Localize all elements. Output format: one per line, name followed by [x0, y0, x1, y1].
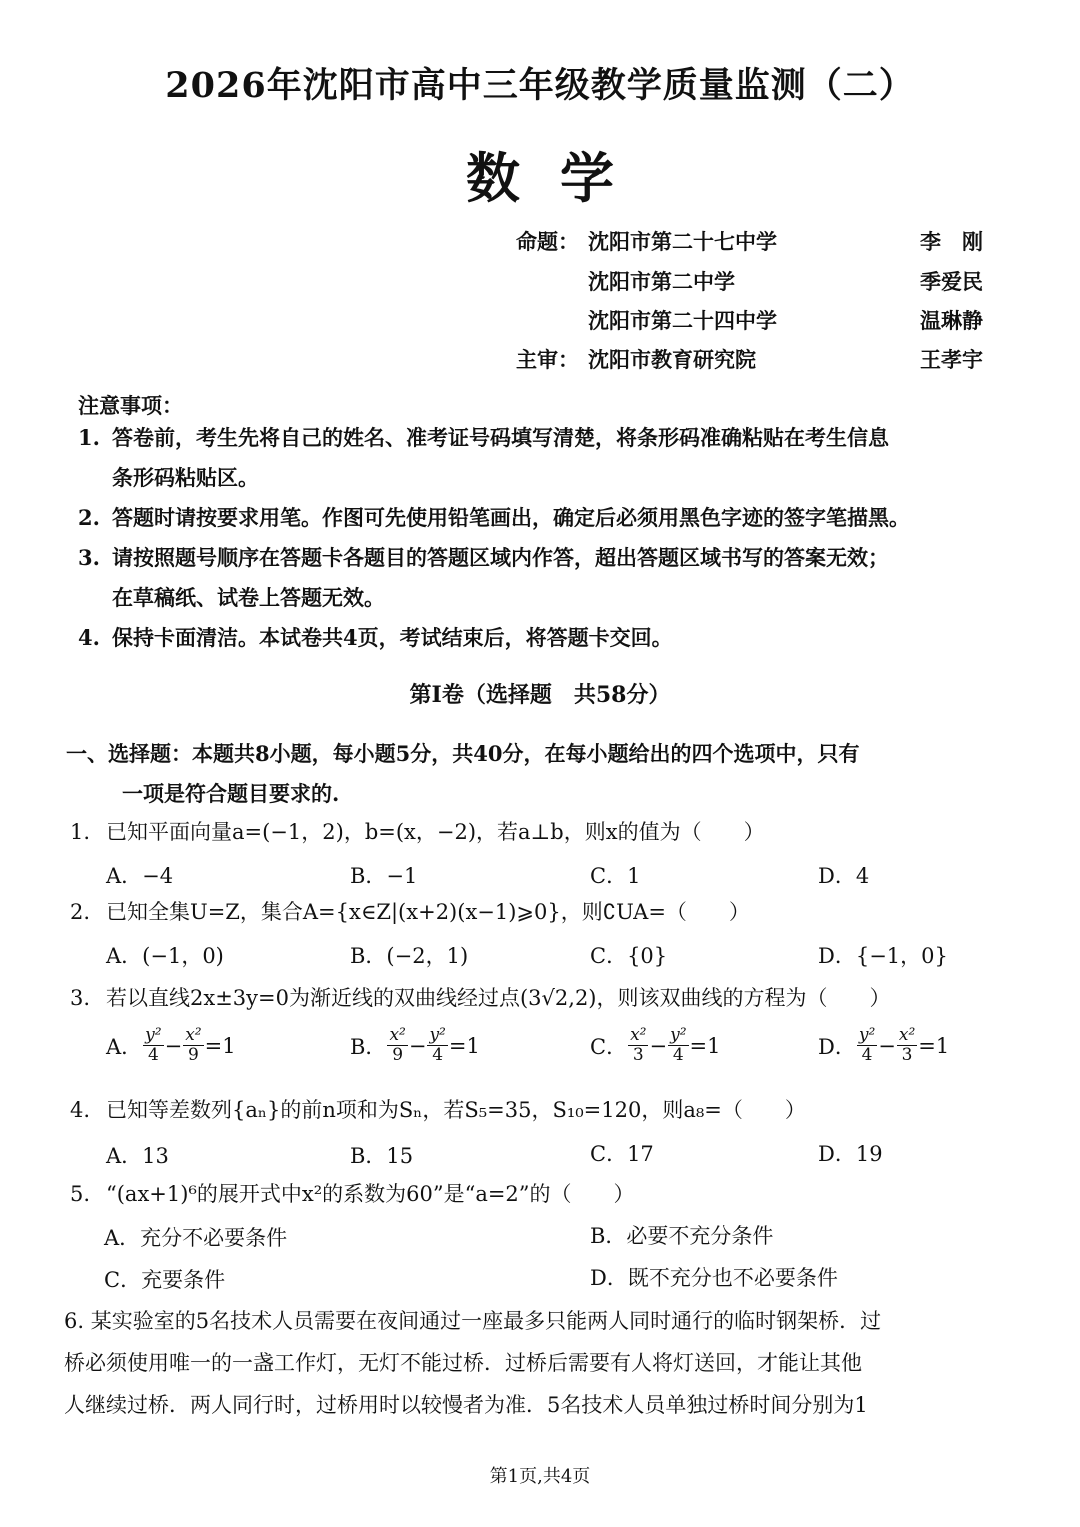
credit-person: 王孝宇: [920, 347, 983, 372]
question-stem: 桥必须使用唯一的一盏工作灯，无灯不能过桥．过桥后需要有人将灯送回，才能让其他: [64, 1351, 862, 1375]
credit-person: 李 刚: [920, 229, 983, 254]
question-stem: 已知全集U=Z，集合A={x∈Z|(x+2)(x−1)⩾0}，则∁UA=（ ）: [106, 900, 750, 924]
option-label: A．: [106, 1034, 143, 1059]
option-c[interactable]: C．17: [590, 1142, 654, 1166]
question-stem: 某实验室的5名技术人员需要在夜间通过一座最多只能两人同时通行的临时钢架桥．过: [90, 1309, 882, 1333]
fraction: $\frac{\text{y²}}{4}$: [145, 1025, 162, 1065]
option-b[interactable]: B．15: [350, 1144, 414, 1168]
fraction: $\frac{\text{x²}}{3}$: [898, 1025, 916, 1065]
notice-item: [78, 618, 1018, 658]
credit-org: 沈阳市第二中学: [588, 269, 735, 294]
proposer-label: 命题：: [516, 229, 579, 254]
option-d[interactable]: D．既不充分也不必要条件: [590, 1266, 838, 1290]
option-d[interactable]: D．19: [818, 1142, 883, 1166]
option-a[interactable]: A．充分不必要条件: [104, 1226, 288, 1250]
option-c[interactable]: C． $\frac{\text{x²}}{3}$ − $\frac{\text{y²}}{4}$ =1: [590, 1025, 721, 1065]
fraction: $\frac{\text{y²}}{4}$: [429, 1025, 446, 1065]
question-stem: 已知平面向量a=(−1，2)，b=(x，−2)，若a⊥b，则x的值为（ ）: [106, 820, 765, 844]
option-a[interactable]: A． $\frac{\text{y²}}{4}$ − $\frac{\text{x²}}{9}$ =1: [106, 1025, 236, 1065]
section-title: 第Ⅰ卷（选择题 共58分）: [409, 682, 671, 708]
option-a[interactable]: A．13: [106, 1144, 169, 1168]
part-instructions: [66, 734, 1016, 814]
page-footer: 第1页,共4页: [489, 1466, 591, 1487]
option-a[interactable]: A．−4: [106, 864, 174, 888]
credit-person: 季爱民: [920, 269, 983, 294]
question-number: 3.: [70, 986, 91, 1010]
fraction: $\frac{\text{y²}}{4}$: [670, 1025, 687, 1065]
notice-number: 1.: [78, 425, 100, 450]
notice-heading: 注意事项：: [78, 393, 183, 418]
option-b[interactable]: B．−1: [350, 864, 418, 888]
option-label: C．: [590, 1034, 628, 1059]
option-c[interactable]: C．{0}: [590, 944, 668, 968]
question-3: [70, 984, 1030, 1012]
option-b[interactable]: B．必要不充分条件: [590, 1224, 774, 1248]
credit-person: 温琳静: [920, 308, 983, 333]
option-label: B．: [350, 1034, 387, 1059]
credit-org: 沈阳市第二十七中学: [588, 229, 777, 254]
notice-text: 在草稿纸、试卷上答题无效。: [112, 585, 385, 610]
credit-org: 沈阳市教育研究院: [588, 347, 756, 372]
question-number: 5.: [70, 1182, 91, 1206]
notice-number: 4.: [78, 625, 100, 650]
option-d[interactable]: D．{−1，0}: [818, 944, 948, 968]
notice-number: 2.: [78, 505, 100, 530]
fraction: $\frac{\text{y²}}{4}$: [858, 1025, 876, 1065]
part-text: 一项是符合题目要求的.: [122, 781, 340, 806]
fraction: $\frac{\text{x²}}{3}$: [630, 1025, 647, 1065]
notice-item: [78, 418, 1018, 498]
notice-text: 请按照题号顺序在答题卡各题目的答题区域内作答，超出答题区域书写的答案无效；: [112, 545, 889, 570]
question-6: [64, 1300, 1014, 1426]
part-text: 一、选择题：本题共8小题，每小题5分，共40分，在每小题给出的四个选项中，只有: [66, 741, 860, 766]
question-stem: 人继续过桥．两人同行时，过桥用时以较慢者为准．5名技术人员单独过桥时间分别为1: [64, 1393, 868, 1417]
question-number: 4.: [70, 1098, 91, 1122]
option-b[interactable]: B． $\frac{\text{x²}}{9}$ − $\frac{\text{y²}}{4}$ =1: [350, 1025, 480, 1065]
question-stem: 若以直线2x±3y=0为渐近线的双曲线经过点(3√2,2)，则该双曲线的方程为（ ）: [106, 986, 891, 1010]
option-d[interactable]: D． $\frac{\text{y²}}{4}$ − $\frac{\text{x²}}{3}$ =1: [818, 1025, 950, 1065]
notice-item: [78, 498, 1018, 538]
fraction: $\frac{\text{x²}}{9}$: [185, 1025, 202, 1065]
fraction: $\frac{\text{x²}}{9}$: [389, 1025, 406, 1065]
option-label: D．: [818, 1034, 856, 1059]
notice-text: 条形码粘贴区。: [112, 465, 259, 490]
question-stem: “(ax+1)⁶的展开式中x²的系数为60”是“a=2”的（ ）: [106, 1182, 635, 1206]
notice-text: 答题时请按要求用笔。作图可先使用铅笔画出，确定后必须用黑色字迹的签字笔描黑。: [112, 505, 910, 530]
question-number: 6.: [64, 1309, 85, 1333]
notice-text: 保持卡面清洁。本试卷共4页，考试结束后，将答题卡交回。: [112, 625, 673, 650]
option-c[interactable]: C．充要条件: [104, 1268, 226, 1292]
option-d[interactable]: D．4: [818, 864, 870, 888]
option-c[interactable]: C．1: [590, 864, 641, 888]
question-5: [70, 1180, 1030, 1208]
option-b[interactable]: B．(−2，1): [350, 944, 469, 968]
notice-item: [78, 538, 1018, 618]
question-number: 1.: [70, 820, 91, 844]
question-2: [70, 898, 1030, 926]
credit-org: 沈阳市第二十四中学: [588, 308, 777, 333]
question-stem: 已知等差数列{aₙ}的前n项和为Sₙ，若S₅=35，S₁₀=120，则a₈=（ ）: [106, 1098, 806, 1122]
reviewer-label: 主审：: [516, 347, 579, 372]
option-a[interactable]: A．(−1，0): [106, 944, 224, 968]
notice-text: 答卷前，考生先将自己的姓名、准考证号码填写清楚，将条形码准确粘贴在考生信息: [112, 425, 889, 450]
exam-title: 2026年沈阳市高中三年级教学质量监测（二）: [165, 65, 915, 106]
question-number: 2.: [70, 900, 91, 924]
question-1: [70, 818, 1030, 846]
notice-number: 3.: [78, 545, 100, 570]
subject-title: 数学: [466, 146, 654, 210]
question-4: [70, 1096, 1030, 1124]
